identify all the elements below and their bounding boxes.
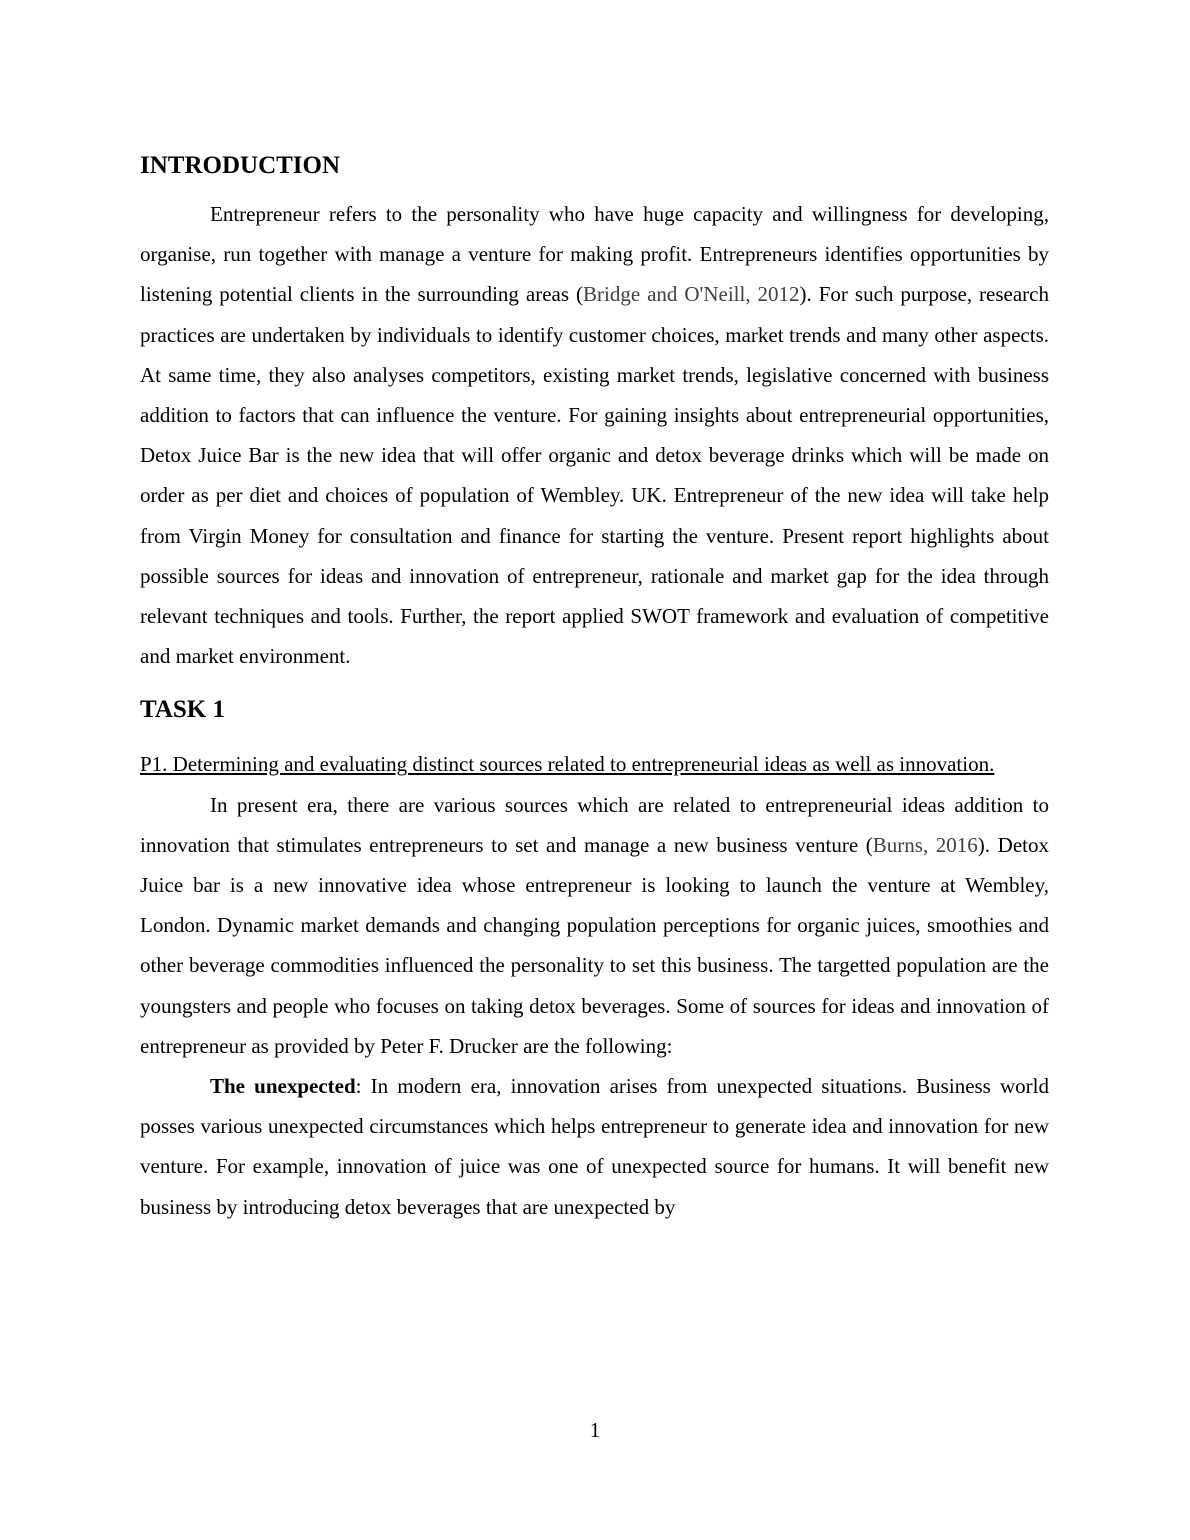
intro-text-start: Entrepreneur refers to the personality who have huge capacity and willingness for developing, organise, run together with manage a venture for making profit. Entrepreneurs identifies opportunities by listening potential clients in the surrounding areas ( (140, 202, 1049, 307)
page-number: 1 (589, 1418, 601, 1442)
p1-subheading: P1. Determining and evaluating distinct sources related to entrepreneurial ideas as well as innovation. (140, 752, 995, 777)
task-1-text-start: In present era, there are various sources which are related to entrepreneurial ideas addition to innovation that stimulates entrepreneurs to set and manage a new business venture ( (140, 792, 1049, 857)
intro-text-end: ). For such purpose, research practices are undertaken by individuals to identify customer choices, market trends and many other aspects. At same time, they also analyses competitors, existing market trends, legislative concerned with business addition to factors that can influence the venture. For gaining insights about entrepreneurial opportunities, Detox Juice Bar is the new idea that will offer organic and detox beverage drinks which will be made on order as per diet and choices of population of Wembley. UK. Entrepreneur of the new idea will take help from Virgin Money for consultation and finance for starting the venture. Present report highlights about possible sources for ideas and innovation of entrepreneur, rationale and market gap for the idea through relevant techniques and tools. Further, the report applied SWOT framework and evaluation of competitive and market environment. (140, 282, 1049, 669)
unexpected-text: : In modern era, innovation arises from unexpected situations. Business world posses various unexpected circumstances which helps entrepreneur to generate idea and innovation for new venture. For example, innovation of juice was one of unexpected source for humans. It will benefit new business by introducing detox beverages that are unexpected by (140, 1074, 1049, 1219)
citation-bridge-oneill: Bridge and O'Neill, 2012 (582, 282, 800, 307)
introduction-paragraph (140, 194, 1049, 676)
unexpected-paragraph (140, 1066, 1049, 1227)
task-1-paragraph (140, 785, 1049, 1066)
unexpected-lead: The unexpected (210, 1074, 356, 1099)
task-1-text-end: ). Detox Juice bar is a new innovative idea whose entrepreneur is looking to launch the venture at Wembley, London. Dynamic market demands and changing population perceptions for organic juices, smoothies and other beverage commodities influenced the personality to set this business. The targetted population are the youngsters and people who focuses on taking detox beverages. Some of sources for ideas and innovation of entrepreneur as provided by Peter F. Drucker are the following: (140, 832, 1049, 1058)
page-content (140, 148, 1049, 1227)
task-1-heading: TASK 1 (140, 696, 225, 724)
citation-burns: Burns, 2016 (872, 832, 978, 857)
introduction-heading: INTRODUCTION (140, 152, 341, 179)
